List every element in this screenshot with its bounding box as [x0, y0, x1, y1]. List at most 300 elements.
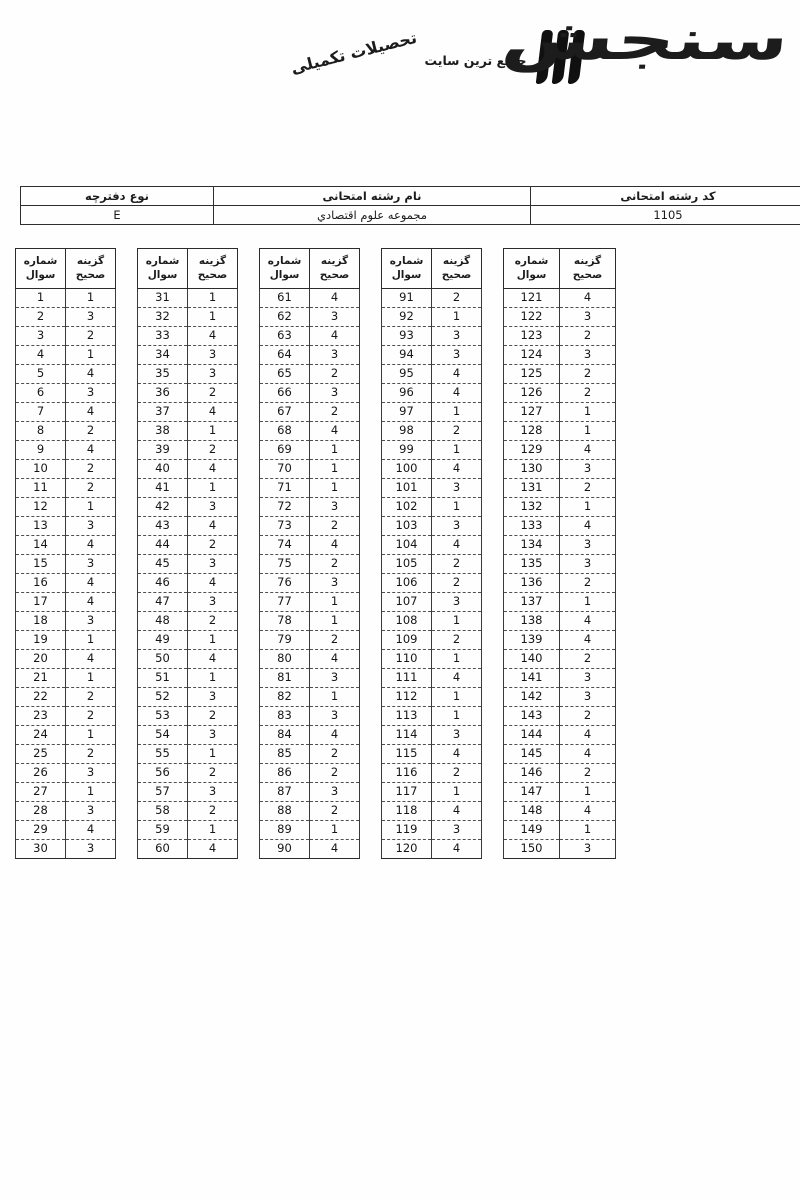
answer-row [138, 517, 238, 536]
question-number-cell: 90 [260, 840, 310, 859]
answer-row [138, 555, 238, 574]
question-number-cell: 82 [260, 688, 310, 707]
answer-row [138, 650, 238, 669]
question-number-cell: 107 [382, 593, 432, 612]
question-number-cell: 12 [16, 498, 66, 517]
correct-option-cell: 2 [310, 631, 360, 650]
answer-row [16, 479, 116, 498]
answer-row [16, 327, 116, 346]
question-number-cell: 80 [260, 650, 310, 669]
correct-option-cell: 1 [310, 460, 360, 479]
answer-row [138, 460, 238, 479]
answer-row [260, 403, 360, 422]
answer-row [382, 650, 482, 669]
question-number-cell: 85 [260, 745, 310, 764]
question-number-cell: 61 [260, 289, 310, 308]
correct-option-cell: 3 [310, 707, 360, 726]
correct-option-cell: 4 [188, 327, 238, 346]
question-number-cell: 142 [504, 688, 560, 707]
question-number-cell: 8 [16, 422, 66, 441]
question-number-cell: 29 [16, 821, 66, 840]
answer-row [138, 479, 238, 498]
correct-option-cell: 1 [432, 783, 482, 802]
booklet-type-value: E [21, 206, 214, 225]
correct-option-cell: 4 [560, 726, 616, 745]
question-number-cell: 44 [138, 536, 188, 555]
question-number-cell: 3 [16, 327, 66, 346]
question-number-cell: 144 [504, 726, 560, 745]
question-number-cell: 35 [138, 365, 188, 384]
answer-row [382, 840, 482, 859]
question-number-cell: 91 [382, 289, 432, 308]
correct-option-cell: 3 [66, 555, 116, 574]
answer-row [260, 346, 360, 365]
logo-brand-text: سنجش [498, 8, 792, 73]
question-number-cell: 113 [382, 707, 432, 726]
correct-option-cell: 3 [432, 517, 482, 536]
answer-row [504, 631, 616, 650]
correct-option-cell: 4 [432, 365, 482, 384]
question-number-cell: 127 [504, 403, 560, 422]
correct-option-cell: 4 [66, 574, 116, 593]
question-number-cell: 14 [16, 536, 66, 555]
question-number-cell: 60 [138, 840, 188, 859]
answer-row [16, 308, 116, 327]
answer-row [504, 840, 616, 859]
question-number-cell: 54 [138, 726, 188, 745]
question-number-cell: 51 [138, 669, 188, 688]
correct-option-cell: 3 [188, 593, 238, 612]
question-number-cell: 49 [138, 631, 188, 650]
answer-row [260, 308, 360, 327]
correct-option-cell: 2 [310, 555, 360, 574]
answer-row [138, 422, 238, 441]
correct-option-cell: 3 [432, 726, 482, 745]
logo-tagline [289, 27, 527, 78]
answer-row [504, 422, 616, 441]
correct-option-cell: 2 [560, 384, 616, 403]
correct-option-cell: 4 [560, 745, 616, 764]
answer-row [260, 536, 360, 555]
exam-code-value: 1105 [531, 206, 800, 225]
correct-option-cell: 4 [188, 403, 238, 422]
answer-row [504, 764, 616, 783]
correct-option-cell: 3 [560, 840, 616, 859]
logo-tagline-text: جامع ترین سایت [424, 53, 527, 68]
answer-row [382, 498, 482, 517]
answer-row [138, 764, 238, 783]
answer-row [504, 517, 616, 536]
logo-tagline-calligraphy: تحصیلات تکمیلی [289, 27, 419, 78]
exam-name-value: مجموعه علوم اقتصادي [214, 206, 531, 225]
question-number-cell: 147 [504, 783, 560, 802]
answer-group-5 [503, 248, 616, 859]
answer-row [16, 783, 116, 802]
question-number-cell: 5 [16, 365, 66, 384]
question-number-cell: 63 [260, 327, 310, 346]
answer-row [260, 422, 360, 441]
correct-option-cell: 1 [66, 498, 116, 517]
answer-row [138, 593, 238, 612]
correct-option-cell: 4 [66, 821, 116, 840]
correct-option-cell: 1 [66, 346, 116, 365]
question-number-header: شماره سوال [382, 249, 432, 289]
answer-row [138, 783, 238, 802]
answer-row [16, 840, 116, 859]
correct-option-cell: 1 [432, 688, 482, 707]
answer-row [260, 384, 360, 403]
answer-row [504, 612, 616, 631]
question-number-cell: 25 [16, 745, 66, 764]
answer-key-table [15, 248, 616, 859]
question-number-cell: 94 [382, 346, 432, 365]
answer-row [504, 650, 616, 669]
question-number-cell: 130 [504, 460, 560, 479]
answer-row [504, 460, 616, 479]
question-number-cell: 37 [138, 403, 188, 422]
correct-option-cell: 4 [560, 802, 616, 821]
correct-option-cell: 4 [432, 840, 482, 859]
answer-row [382, 688, 482, 707]
question-number-cell: 81 [260, 669, 310, 688]
correct-option-cell: 3 [66, 802, 116, 821]
question-number-cell: 17 [16, 593, 66, 612]
answer-row [382, 821, 482, 840]
answer-row [16, 555, 116, 574]
question-number-cell: 20 [16, 650, 66, 669]
correct-option-cell: 1 [560, 498, 616, 517]
correct-option-cell: 4 [310, 650, 360, 669]
correct-option-cell: 3 [188, 365, 238, 384]
answer-row [504, 479, 616, 498]
correct-option-cell: 1 [432, 612, 482, 631]
answer-row [16, 441, 116, 460]
correct-option-cell: 4 [188, 517, 238, 536]
answer-row [138, 403, 238, 422]
answer-row [260, 707, 360, 726]
correct-option-cell: 1 [188, 289, 238, 308]
question-number-cell: 97 [382, 403, 432, 422]
answer-row [260, 479, 360, 498]
question-number-cell: 77 [260, 593, 310, 612]
question-number-cell: 133 [504, 517, 560, 536]
correct-option-cell: 2 [310, 403, 360, 422]
answer-row [382, 669, 482, 688]
question-number-cell: 13 [16, 517, 66, 536]
answer-row [16, 365, 116, 384]
answer-row [16, 574, 116, 593]
answer-row [504, 821, 616, 840]
answer-row [138, 365, 238, 384]
question-number-cell: 145 [504, 745, 560, 764]
correct-option-cell: 4 [66, 403, 116, 422]
correct-option-cell: 2 [66, 479, 116, 498]
question-number-cell: 7 [16, 403, 66, 422]
answer-row [260, 365, 360, 384]
question-number-cell: 89 [260, 821, 310, 840]
answer-row [16, 384, 116, 403]
question-number-cell: 122 [504, 308, 560, 327]
question-number-cell: 66 [260, 384, 310, 403]
correct-option-cell: 4 [66, 536, 116, 555]
question-number-cell: 4 [16, 346, 66, 365]
correct-option-cell: 4 [560, 517, 616, 536]
question-number-cell: 11 [16, 479, 66, 498]
answer-row [382, 346, 482, 365]
correct-option-cell: 1 [66, 783, 116, 802]
answer-row [504, 308, 616, 327]
answer-row [138, 821, 238, 840]
question-number-cell: 24 [16, 726, 66, 745]
answer-row [16, 669, 116, 688]
answer-group-header-row [16, 249, 116, 289]
correct-option-cell: 3 [560, 460, 616, 479]
correct-option-cell: 1 [188, 669, 238, 688]
question-number-cell: 39 [138, 441, 188, 460]
answer-row [260, 726, 360, 745]
correct-option-cell: 1 [66, 631, 116, 650]
correct-option-cell: 1 [188, 308, 238, 327]
correct-option-cell: 2 [188, 707, 238, 726]
correct-option-cell: 1 [432, 308, 482, 327]
question-number-cell: 121 [504, 289, 560, 308]
question-number-cell: 93 [382, 327, 432, 346]
answer-row [382, 783, 482, 802]
question-number-cell: 18 [16, 612, 66, 631]
answer-row [504, 574, 616, 593]
correct-option-cell: 3 [310, 574, 360, 593]
correct-option-cell: 2 [310, 365, 360, 384]
correct-option-cell: 4 [310, 536, 360, 555]
question-number-cell: 46 [138, 574, 188, 593]
answer-row [260, 327, 360, 346]
question-number-cell: 34 [138, 346, 188, 365]
answer-row [260, 612, 360, 631]
answer-row [260, 802, 360, 821]
correct-option-cell: 4 [188, 650, 238, 669]
correct-option-cell: 3 [560, 669, 616, 688]
correct-option-cell: 4 [310, 327, 360, 346]
answer-row [260, 555, 360, 574]
question-number-cell: 137 [504, 593, 560, 612]
answer-row [16, 422, 116, 441]
answer-row [382, 422, 482, 441]
correct-option-cell: 4 [66, 650, 116, 669]
correct-option-cell: 4 [188, 460, 238, 479]
answer-row [382, 802, 482, 821]
question-number-cell: 32 [138, 308, 188, 327]
answer-row [382, 726, 482, 745]
correct-option-cell: 3 [560, 688, 616, 707]
question-number-cell: 10 [16, 460, 66, 479]
correct-option-cell: 1 [310, 612, 360, 631]
answer-row [504, 403, 616, 422]
correct-option-cell: 3 [66, 840, 116, 859]
correct-option-cell: 2 [66, 422, 116, 441]
correct-option-cell: 2 [188, 441, 238, 460]
question-number-cell: 78 [260, 612, 310, 631]
correct-option-cell: 2 [560, 574, 616, 593]
answer-row [16, 460, 116, 479]
question-number-cell: 87 [260, 783, 310, 802]
answer-row [16, 631, 116, 650]
answer-row [382, 574, 482, 593]
answer-row [260, 783, 360, 802]
correct-option-cell: 3 [66, 517, 116, 536]
answer-row [382, 308, 482, 327]
correct-option-cell: 3 [188, 555, 238, 574]
correct-option-cell: 1 [560, 783, 616, 802]
question-number-cell: 105 [382, 555, 432, 574]
question-number-cell: 86 [260, 764, 310, 783]
question-number-cell: 116 [382, 764, 432, 783]
correct-option-cell: 1 [310, 441, 360, 460]
answer-row [504, 707, 616, 726]
correct-option-cell: 4 [432, 802, 482, 821]
question-number-cell: 112 [382, 688, 432, 707]
question-number-cell: 108 [382, 612, 432, 631]
question-number-cell: 30 [16, 840, 66, 859]
correct-option-cell: 4 [560, 631, 616, 650]
question-number-cell: 150 [504, 840, 560, 859]
question-number-cell: 40 [138, 460, 188, 479]
answer-row [16, 498, 116, 517]
question-number-cell: 48 [138, 612, 188, 631]
question-number-header: شماره سوال [16, 249, 66, 289]
answer-row [504, 745, 616, 764]
answer-row [382, 365, 482, 384]
answer-row [138, 384, 238, 403]
answer-row [382, 555, 482, 574]
question-number-cell: 64 [260, 346, 310, 365]
question-number-cell: 43 [138, 517, 188, 536]
correct-option-cell: 1 [66, 289, 116, 308]
answer-group-header-row [138, 249, 238, 289]
answer-row [138, 574, 238, 593]
answer-row [382, 289, 482, 308]
correct-option-cell: 2 [560, 650, 616, 669]
question-number-cell: 73 [260, 517, 310, 536]
answer-row [138, 840, 238, 859]
correct-option-cell: 3 [188, 498, 238, 517]
answer-row [16, 612, 116, 631]
question-number-cell: 68 [260, 422, 310, 441]
correct-option-cell: 3 [66, 384, 116, 403]
question-number-cell: 59 [138, 821, 188, 840]
question-number-cell: 129 [504, 441, 560, 460]
answer-group-2 [137, 248, 238, 859]
answer-row [382, 745, 482, 764]
correct-option-cell: 2 [66, 688, 116, 707]
correct-option-cell: 2 [560, 707, 616, 726]
question-number-cell: 45 [138, 555, 188, 574]
correct-option-cell: 1 [66, 726, 116, 745]
answer-row [504, 289, 616, 308]
correct-option-cell: 1 [188, 422, 238, 441]
answer-row [504, 346, 616, 365]
question-number-cell: 53 [138, 707, 188, 726]
question-number-cell: 50 [138, 650, 188, 669]
question-number-cell: 28 [16, 802, 66, 821]
answer-row [504, 498, 616, 517]
answer-row [260, 498, 360, 517]
correct-option-cell: 2 [188, 802, 238, 821]
answer-row [138, 669, 238, 688]
exam-code-header: کد رشته امتحانی [531, 187, 800, 206]
question-number-cell: 71 [260, 479, 310, 498]
answer-row [504, 669, 616, 688]
question-number-cell: 70 [260, 460, 310, 479]
answer-row [138, 289, 238, 308]
question-number-cell: 74 [260, 536, 310, 555]
correct-option-cell: 2 [310, 517, 360, 536]
answer-row [260, 821, 360, 840]
answer-row [138, 498, 238, 517]
question-number-cell: 120 [382, 840, 432, 859]
question-number-cell: 42 [138, 498, 188, 517]
answer-row [138, 745, 238, 764]
correct-option-cell: 1 [432, 403, 482, 422]
correct-option-cell: 2 [66, 327, 116, 346]
correct-option-cell: 4 [66, 441, 116, 460]
correct-option-cell: 1 [560, 593, 616, 612]
correct-option-header: گزینه صحیح [188, 249, 238, 289]
correct-option-cell: 4 [310, 726, 360, 745]
question-number-cell: 132 [504, 498, 560, 517]
answer-row [504, 783, 616, 802]
question-number-cell: 109 [382, 631, 432, 650]
answer-row [504, 802, 616, 821]
exam-info-table [20, 186, 800, 225]
question-number-cell: 92 [382, 308, 432, 327]
question-number-cell: 100 [382, 460, 432, 479]
answer-row [138, 308, 238, 327]
answer-row [260, 517, 360, 536]
correct-option-cell: 3 [560, 555, 616, 574]
correct-option-cell: 3 [310, 346, 360, 365]
question-number-cell: 67 [260, 403, 310, 422]
correct-option-cell: 1 [66, 669, 116, 688]
question-number-cell: 62 [260, 308, 310, 327]
question-number-cell: 23 [16, 707, 66, 726]
answer-row [382, 536, 482, 555]
question-number-cell: 21 [16, 669, 66, 688]
correct-option-cell: 2 [560, 327, 616, 346]
correct-option-cell: 3 [66, 308, 116, 327]
answer-row [16, 517, 116, 536]
answer-row [260, 745, 360, 764]
question-number-cell: 143 [504, 707, 560, 726]
answer-row [260, 764, 360, 783]
answer-row [138, 441, 238, 460]
sanjesh3-logo [289, 4, 792, 109]
question-number-cell: 1 [16, 289, 66, 308]
question-number-cell: 141 [504, 669, 560, 688]
correct-option-cell: 1 [432, 707, 482, 726]
question-number-cell: 123 [504, 327, 560, 346]
correct-option-cell: 3 [432, 327, 482, 346]
correct-option-cell: 3 [188, 346, 238, 365]
correct-option-cell: 1 [188, 479, 238, 498]
question-number-cell: 110 [382, 650, 432, 669]
answer-group-1 [15, 248, 116, 859]
booklet-type-header: نوع دفترچه [21, 187, 214, 206]
correct-option-cell: 2 [560, 365, 616, 384]
answer-row [382, 460, 482, 479]
correct-option-cell: 3 [188, 726, 238, 745]
question-number-cell: 114 [382, 726, 432, 745]
correct-option-header: گزینه صحیح [66, 249, 116, 289]
